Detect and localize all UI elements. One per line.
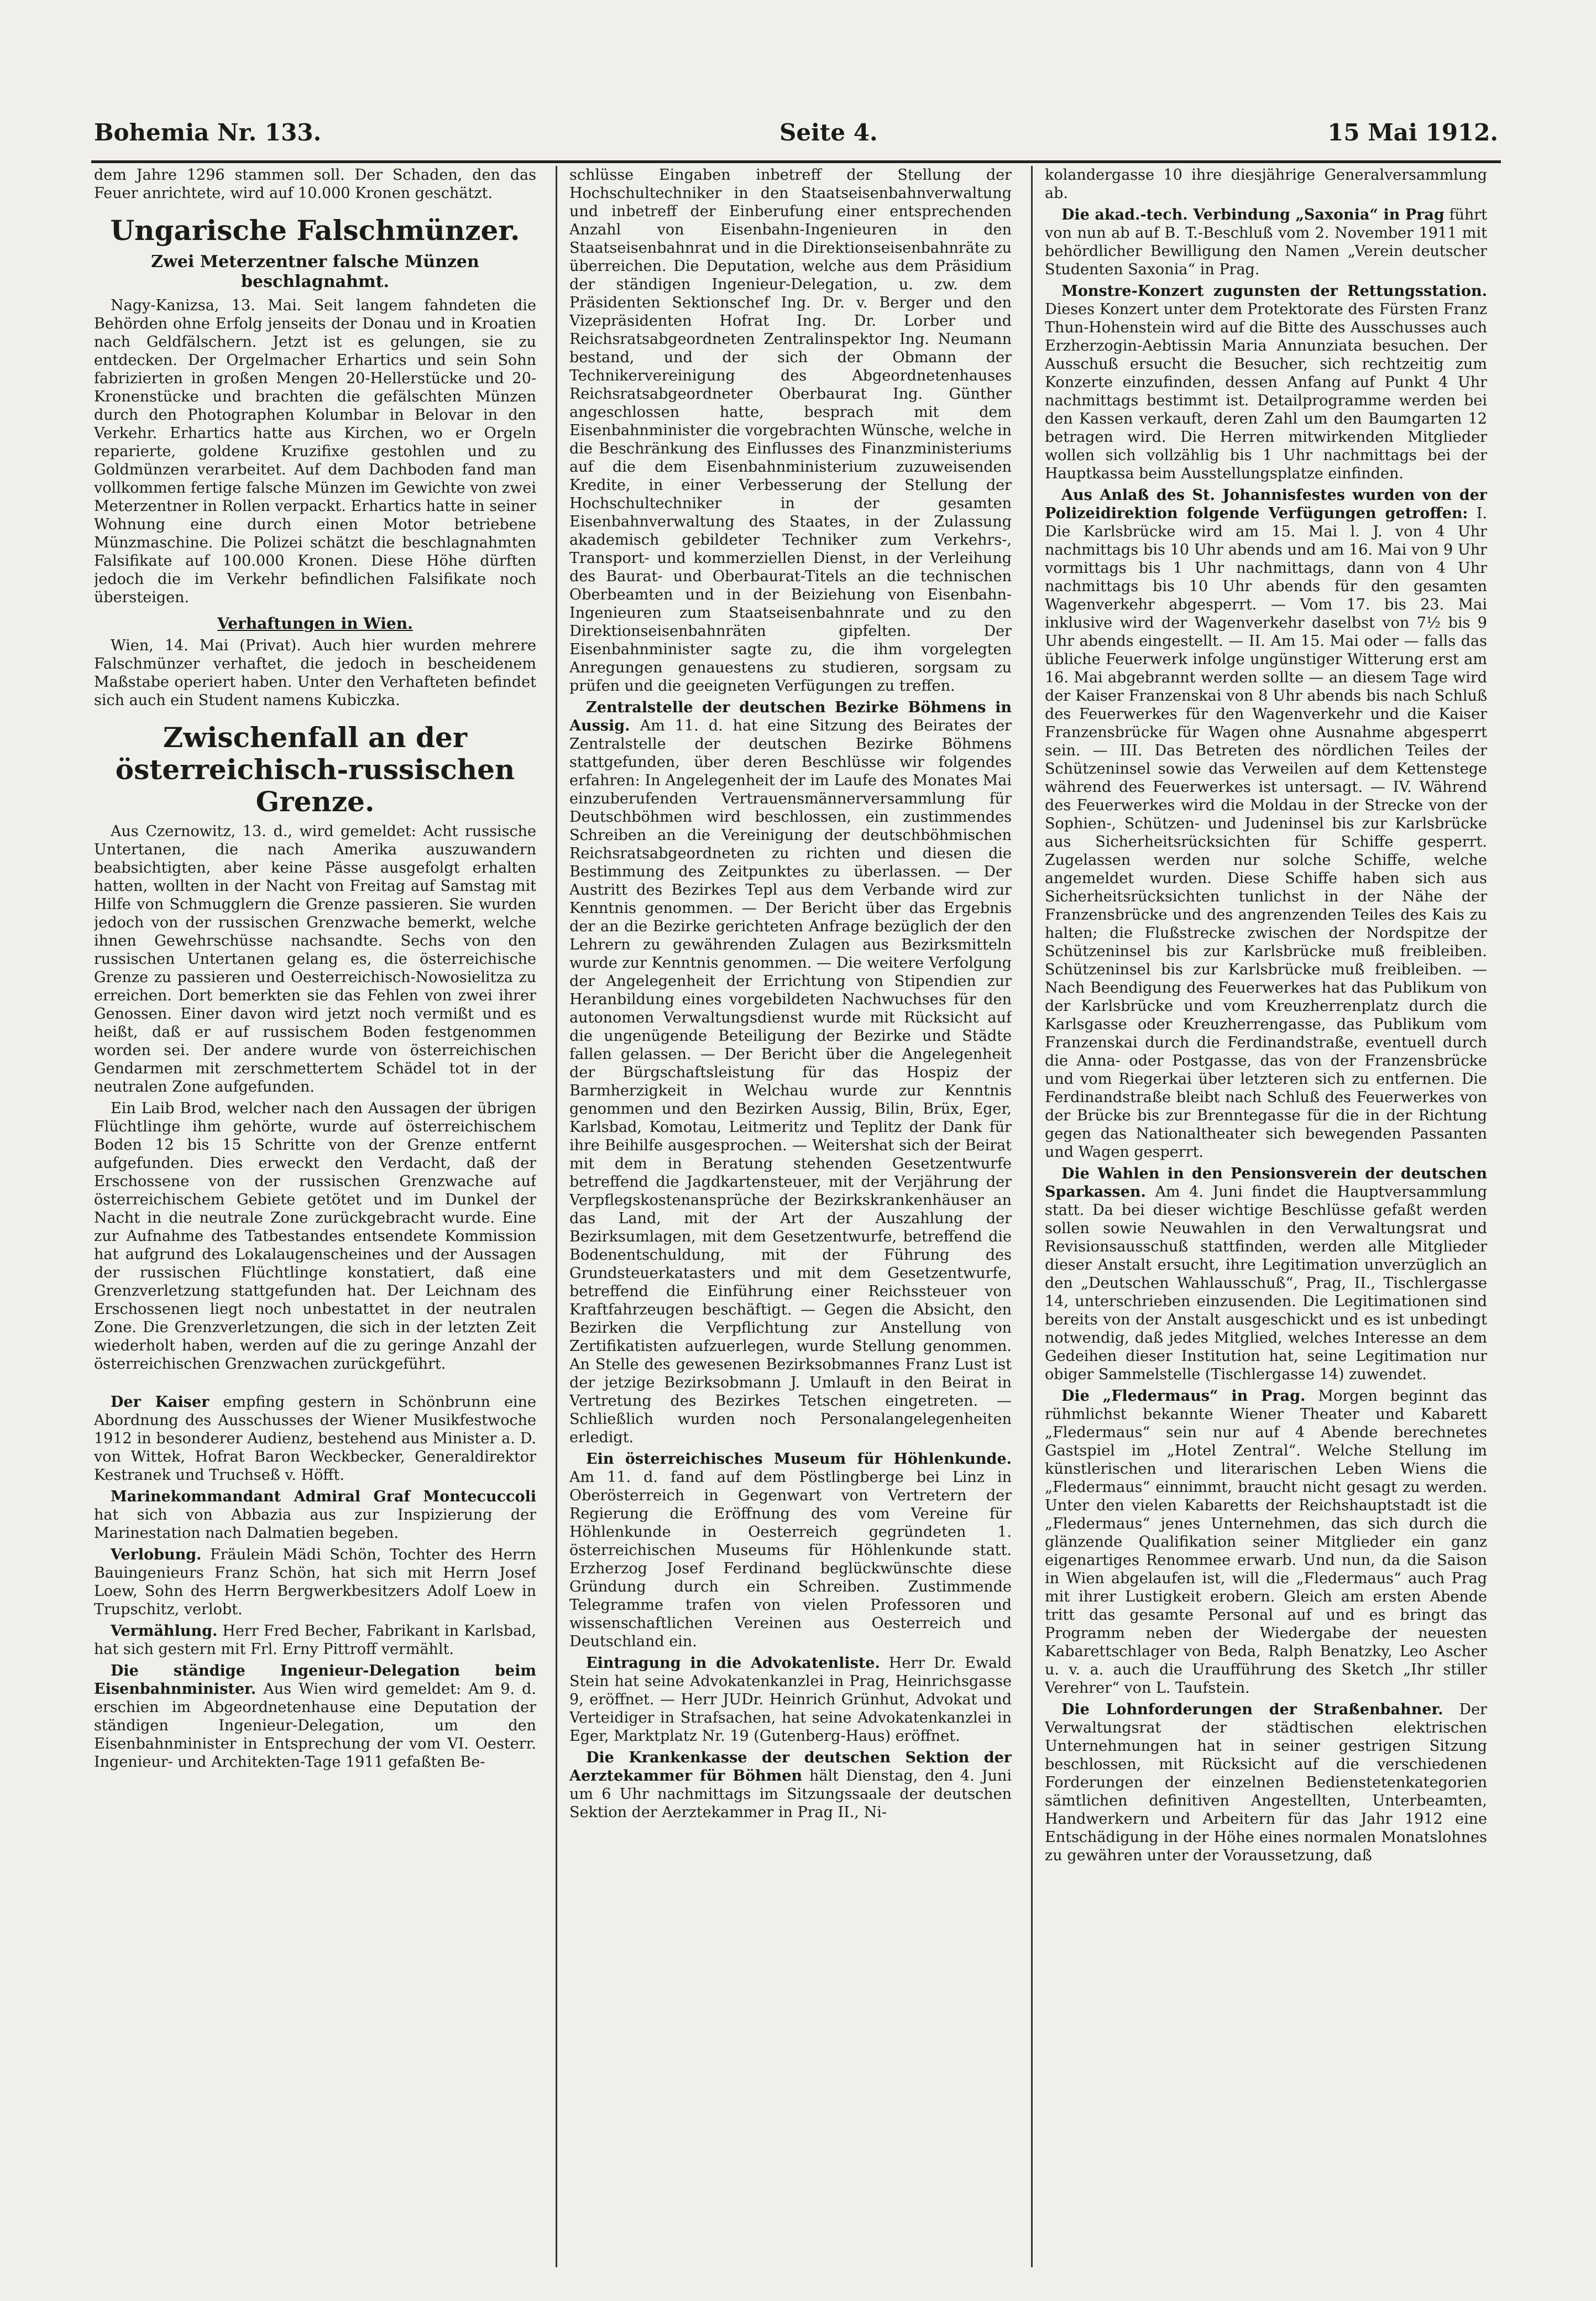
- article-text: Aus Czernowitz, 13. d., wird gemeldet: Acht russische Untertanen, die nach Amerika auszuwandern beabsichtigten, aber keine Pässe ausgefolgt erhalten hatten, wollten in der Nacht von Freitag auf Samstag mit Hilfe von Schmugglern die Grenze passieren. Sie wurden jedoch von der russischen Grenzwache bemerkt, welche ihnen Gewehrschüsse nachsandte. Sechs von den russischen Untertanen gelang es, die österreichische Grenze zu passieren und Oesterreichisch-Nowosielitza zu erreichen. Dort bemerkten sie das Fehlen von zwei ihrer Genossen. Einer davon wird jetzt noch vermißt und es heißt, daß er auf russischem Boden festgenommen worden sei. Der andere wurde von österreichischen Gendarmen mit zerschmettertem Schädel tot in der neutralen Zone aufgefunden.: [94, 823, 536, 1095]
- news-item-text: I. Die Karlsbrücke wird am 15. Mai l. J. von 4 Uhr nachmittags bis 10 Uhr abends und am 16. Mai von 9 Uhr vormittags bis 1 Uhr nachmittags, dann von 4 Uhr nachmittags bis 10 Uhr abends für den gesamten Wagenverkehr abgesperrt. — Vom 17. bis 23. Mai inklusive wird der Wagenverkehr daselbst von 7½ bis 9 Uhr abends eingestellt. — II. Am 15. Mai oder — falls das übliche Feuerwerk infolge ungünstiger Witterung erst am 16. Mai abgebrannt werden sollte — an diesem Tage wird der Kaiser Franzenskai von 8 Uhr abends bis nach Schluß des Feuerwerkes für den Wagenverkehr und die Kaiser Franzensbrücke für Wagen ohne Ausnahme abgesperrt sein. — III. Das Betreten des nördlichen Teiles der Schützeninsel sowie das Verweilen auf dem Kettenstege während des Feuerwerkes ist untersagt. — IV. Während des Feuerwerkes wird die Moldau in der Strecke von der Sophien-, Schützen- und Judeninsel bis zur Karlsbrücke aus Sicherheitsrücksichten für Schiffe gesperrt. Zugelassen werden nur solche Schiffe, welche angemeldet wurden. Diese Schiffe haben sich aus Sicherheitsrücksichten tunlichst in der Nähe der Franzensbrücke und des angrenzenden Teiles des Kais zu halten; die Flußstrecke zwischen der Nordspitze der Schützeninsel bis zur Karlsbrücke muß freibleiben. Schützeninsel bis zur Karlsbrücke muß freibleiben. — Nach Beendigung des Feuerwerkes hat das Publikum von der Karlsbrücke und vom Kreuzherrenplatz durch die Karlsgasse oder Kreuzherrengasse, das Publikum vom Franzenskai durch die Ferdinandstraße, eventuell durch die Anna- oder Postgasse, das von der Franzensbrücke und vom Riegerkai über letzteren sich zu entfernen. Die Ferdinandstraße bleibt nach Schluß des Feuerwerkes von der Brücke bis zur Brenntegasse für die in der Richtung gegen das Nationaltheater sich bewegenden Passanten und Wagen gesperrt.: [1045, 505, 1487, 1161]
- news-item-text: Aus Wien wird gemeldet: Am 9. d. erschien im Abgeordnetenhause eine Deputation der ständigen Ingenieur-Delegation, um den Eisenbahnminister in Entsprechung der vom VI. Oesterr. Ingenieur- und Architekten-Tage 1911 gefaßten Be-: [94, 1681, 536, 1771]
- news-item-text: Am 11. d. fand auf dem Pöstlingberge bei Linz in Oberösterreich in Gegenwart von Vertretern der Regierung die Eröffnung des vom Vereine für Höhlenkunde in Oesterreich gegründeten 1. österreichischen Museums für Höhlenkunde statt. Erzherzog Josef Ferdinand beglückwünschte diese Gründung durch ein Schreiben. Zustimmende Telegramme trafen von vielen Professoren und wissenschaftlichen Vereinen aus Oesterreich und Deutschland ein.: [569, 1469, 1012, 1650]
- article-text: Nagy-Kanizsa, 13. Mai. Seit langem fahndeten die Behörden ohne Erfolg jenseits der Donau und in Kroatien nach Geldfälschern. Jetzt ist es gelungen, sie zu entdecken. Der Orgelmacher Erhartics und sein Sohn fabrizierten in großen Mengen 20-Hellerstücke und 20-Kronenstücke und brachten die gefälschten Münzen durch den Photographen Kolumbar in Belovar in den Verkehr. Erhartics hatte aus Kirchen, wo er Orgeln reparierte, goldene Kruzifixe gestohlen und zu Goldmünzen verarbeitet. Auf dem Dachboden fand man vollkommen fertige falsche Münzen im Gewichte von zwei Meterzentner in Rollen verpackt. Erhartics hatte in seiner Wohnung eine durch einen Motor betriebene Münzmaschine. Die Polizei schätzt die beschlagnahmten Falsifikate auf 100.000 Kronen. Diese Höhe dürften jedoch die im Verkehr befindlichen Falsifikate noch übersteigen.: [94, 297, 536, 606]
- news-item-text: Dieses Konzert unter dem Protektorate des Fürsten Franz Thun-Hohenstein wird auf die Bitte des Ausschusses auch Erzherzogin-Aebtissin Maria Annunziata besuchen. Der Ausschuß ersucht die Besucher, sich rechtzeitig zum Konzerte einzufinden, dessen Anfang auf Punkt 4 Uhr nachmittags bestimmt ist. Detailprogramme werden bei den Kassen verkauft, deren Zahl um den Baumgarten 12 betragen wird. Die Herren mitwirkenden Mitglieder wollen sich vollzählig bis 1 Uhr nachmittags bei der Hauptkassa beim Ausstellungsplatze einfinden.: [1045, 301, 1487, 482]
- news-item: [94, 1622, 536, 1658]
- news-item: [94, 1546, 536, 1619]
- news-item: [94, 1488, 536, 1542]
- column-3: [1045, 166, 1487, 2267]
- article-text: kolandergasse 10 ihre diesjährige Generalversammlung ab.: [1045, 166, 1487, 202]
- news-item: [94, 1393, 536, 1484]
- page-header: [94, 119, 1498, 158]
- article-headline: Zwischenfall an der österreichisch-russischen Grenze.: [115, 721, 515, 818]
- article-text: schlüsse Eingaben inbetreff der Stellung der Hochschultechniker in den Staatseisenbahnverwaltung und inbetreff der Einberufung einer entsprechenden Anzahl von Eisenbahn-Ingenieuren in den Staatseisenbahnrat und in die Direktionseisenbahnräte zu überreichen. Die Deputation, welche aus dem Präsidium der ständigen Ingenieur-Delegation, u. zw. dem Präsidenten Sektionschef Ing. Dr. v. Berger und den Vizepräsidenten Hofrat Ing. Dr. Lorber und Reichsratsabgeordneten Zentralinspektor Ing. Neumann bestand, und der sich der Obmann der Technikervereinigung des Abgeordnetenhauses Reichsratsabgeordneter Oberbaurat Ing. Günther angeschlossen hatte, besprach mit dem Eisenbahnminister die vorgebrachten Wünsche, welche in die Beschränkung des Einflusses des Finanzministeriums auf die dem Eisenbahnministerium zuzuweisenden Kredite, in einer Verbesserung der Stellung der Hochschultechniker in der gesamten Eisenbahnverwaltung des Staates, in der Zulassung akademisch gebildeter Techniker zum Verkehrs-, Transport- und kommerziellen Dienst, in der Verleihung des Baurat- und Oberbaurat-Titels an die technischen Oberbeamten und in der Beiziehung von Eisenbahn-Ingenieuren zum Staatseisenbahnrate und zu den Direktionseisenbahnräten gipfelten. Der Eisenbahnminister sagte zu, die ihm vorgelegten Anregungen genauestens zu studieren, sorgsam zu prüfen und die geeigneten Verfügungen zu treffen.: [569, 166, 1012, 695]
- issue-date: 15 Mai 1912.: [1327, 119, 1498, 146]
- header-rule: [91, 160, 1501, 163]
- news-item: [569, 1450, 1012, 1651]
- news-item: [1045, 282, 1487, 483]
- news-item-text: Der Verwaltungsrat der städtischen elektrischen Unternehmungen hat in seiner gestrigen Sitzung beschlossen, mit Rücksicht auf die verschiedenen Forderungen der einzelnen Bedienstetenkategorien sämtlichen definitiven Angestellten, Unterbeamten, Handwerkern und Arbeitern für das Jahr 1912 eine Entschädigung in der Höhe eines normalen Monatslohnes zu gewähren unter der Voraussetzung, daß: [1045, 1701, 1487, 1864]
- news-item-lead: Verlobung.: [111, 1546, 202, 1563]
- news-item: [1045, 206, 1487, 279]
- masthead-issue: Bohemia Nr. 133.: [94, 119, 322, 146]
- news-item-lead: Vermählung.: [111, 1622, 218, 1640]
- news-item: [569, 1749, 1012, 1822]
- news-item-lead: Ein österreichisches Museum für Höhlenkunde.: [586, 1450, 1012, 1468]
- news-item: [1045, 1165, 1487, 1384]
- column-divider: [556, 166, 557, 2267]
- news-item-text: Herr Dr. Ewald Stein hat seine Advokatenkanzlei in Prag, Heinrichsgasse 9, eröffnet. — Herr JUDr. Heinrich Grünhut, Advokat und Verteidiger in Strafsachen, hat seine Advokatenkanzlei in Eger, Marktplatz Nr. 19 (Gutenberg-Haus) eröffnet.: [569, 1655, 1012, 1745]
- article-text: Wien, 14. Mai (Privat). Auch hier wurden mehrere Falschmünzer verhaftet, die jedoch in bescheidenem Maßstabe operiert haben. Unter den Verhafteten befindet sich auch ein Student namens Kubiczka.: [94, 637, 536, 709]
- news-item: [569, 1654, 1012, 1745]
- news-item-text: Herr Fred Becher, Fabrikant in Karlsbad, hat sich gestern mit Frl. Erny Pittroff vermählt.: [94, 1622, 536, 1658]
- news-item-lead: Aus Anlaß des St. Johannisfestes wurden von der Polizeidirektion folgende Verfügungen getroffen:: [1045, 487, 1487, 522]
- article-text: Ein Laib Brod, welcher nach den Aussagen der übrigen Flüchtlinge ihm gehörte, wurde auf österreichischem Boden 12 bis 15 Schritte von der Grenze entfernt aufgefunden. Dies erweckt den Verdacht, daß der Erschossene von der russischen Grenzwache auf österreichischem Gebiete getötet und im Dunkel der Nacht in die neutrale Zone zurückgebracht wurde. Eine zur Aufnahme des Tatbestandes entsendete Kommission hat aufgrund des Lokalaugenscheines und der Aussagen der russischen Flüchtlinge konstatiert, daß eine Grenzverletzung stattgefunden hat. Der Leichnam des Erschossenen liegt noch unbestattet in der neutralen Zone. Die Grenzverletzungen, die sich in der letzten Zeit wiederholt haben, werden auf die zu geringe Anzahl der österreichischen Grenzwachen zurückgeführt.: [94, 1100, 536, 1373]
- news-item: [94, 1662, 536, 1771]
- news-item-text: führt von nun ab auf B. T.-Beschluß vom 2. November 1911 mit behördlicher Bewilligung den Namen „Verein deutscher Studenten Saxonia“ in Prag.: [1045, 206, 1487, 278]
- news-item-text: Am 4. Juni findet die Hauptversammlung statt. Da bei dieser wichtige Beschlüsse gefaßt werden sollen sowie Neuwahlen in den Verwaltungsrat und Revisionsausschuß stattfinden, werden alle Mitglieder dieser Anstalt ersucht, ihre Legitimation unverzüglich an den „Deutschen Wahlausschuß“, Prag, II., Tischlergasse 14, unterschrieben einzusenden. Die Legitimationen sind bereits von der Anstalt ausgeschickt und es ist unbedingt notwendig, daß jedes Mitglied, welches Interesse an dem Gedeihen dieser Institution hat, seine Legitimation nur obiger Sammelstelle (Tischlergasse 14) zuwendet.: [1045, 1183, 1487, 1383]
- news-item-lead: Die Wahlen in den Pensionsverein der deutschen Sparkassen.: [1045, 1165, 1487, 1201]
- article-subheadline: Zwei Meterzentner falsche Münzen beschlagnahmt.: [151, 252, 479, 291]
- column-1: [94, 166, 536, 2267]
- news-item: [1045, 486, 1487, 1161]
- news-item-lead: Die „Fledermaus“ in Prag.: [1061, 1387, 1306, 1405]
- article-headline: Ungarische Falschmünzer.: [110, 214, 520, 247]
- column-2: [569, 166, 1012, 2267]
- news-item-lead: Die Lohnforderungen der Straßenbahner.: [1061, 1701, 1443, 1718]
- news-item-text: hält Dienstag, den 4. Juni um 6 Uhr nachmittags im Sitzungssaale der deutschen Sektion der Aerztekammer in Prag II., Ni-: [569, 1767, 1012, 1821]
- news-item-lead: Zentralstelle der deutschen Bezirke Böhmens in Aussig.: [569, 699, 1012, 734]
- news-item: [1045, 1700, 1487, 1865]
- news-item-lead: Die Krankenkasse der deutschen Sektion der Aerztekammer für Böhmen: [569, 1749, 1012, 1785]
- page-number: Seite 4.: [779, 119, 878, 146]
- news-item-text: Morgen beginnt das rühmlichst bekannte Wiener Theater und Kabarett „Fledermaus“ sein nur auf 4 Abende berechnetes Gastspiel im „Hotel Zentral“. Welche Stellung im künstlerischen und literarischen Leben Wiens die „Fledermaus“ einnimmt, braucht nicht gesagt zu werden. Unter den vielen Kabaretts der Reichshauptstadt ist die „Fledermaus“ jenes Unternehmen, das sich durch die glänzende Qualifikation seiner Mitglieder ein ganz eigenartiges Renommee erwarb. Und nun, da die Saison in Wien abgelaufen ist, will die „Fledermaus“ auch Prag mit ihrer Lustigkeit erobern. Gleich am ersten Abende tritt das gesamte Personal auf und es bringt das Programm neben der Wiedergabe der neuesten Kabarettschlager von Beda, Ralph Benatzky, Leo Ascher u. v. a. auch die Uraufführung des Sketch „Ihr stiller Verehrer“ von L. Taufstein.: [1045, 1387, 1487, 1697]
- news-item-lead: Die akad.-tech. Verbindung „Saxonia“ in Prag: [1061, 206, 1445, 223]
- news-item-lead: Monstre-Konzert zugunsten der Rettungsstation.: [1061, 283, 1487, 300]
- news-item: [1045, 1387, 1487, 1697]
- news-item-lead: Der Kaiser: [111, 1394, 210, 1411]
- news-item-text: Am 11. d. hat eine Sitzung des Beirates der Zentralstelle der deutschen Bezirke Böhmens stattgefunden, über deren Beschlüsse wir folgendes erfahren: In Angelegenheit der im Laufe des Monates Mai einzuberufenden Vertrauensmännerversammlung für Deutschböhmen wird beschlossen, ein zustimmendes Schreiben an die Vereinigung der deutschböhmischen Reichsratsabgeordneten zu richten und diesen die Bestimmung des Zeitpunktes zu überlassen. — Der Austritt des Bezirkes Tepl aus dem Verbande wird zur Kenntnis genommen. — Der Bericht über das Ergebnis der an die Bezirke gerichteten Anfrage bezüglich der den Lehrern zu gewährenden Zulagen aus Bezirksmitteln wurde zur Kenntnis genommen. — Die weitere Verfolgung der Angelegenheit der Errichtung von Stipendien zur Heranbildung eines vorgebildeten Nachwuchses für den autonomen Verwaltungsdienst wurde mit Rücksicht auf die ungenügende Beteiligung der Bezirke und Städte fallen gelassen. — Der Bericht über die Angelegenheit der Bürgschaftsleistung für das Hospiz der Barmherzigkeit in Welchau wurde zur Kenntnis genommen und den Bezirken Aussig, Bilin, Brüx, Eger, Karlsbad, Komotau, Leitmeritz und Teplitz der Dank für ihre Beihilfe ausgesprochen. — Weitershat sich der Beirat mit dem in Beratung stehenden Gesetzentwurfe betreffend die Jagdkartensteuer, mit der Verjährung der Verpflegskostenansprüche der Bezirkskrankenhäuser an das Land, mit der Art der Auszahlung der Bezirksumlagen, mit dem Gesetzentwurfe, betreffend die Bodenentschuldung, mit der Führung des Grundsteuerkatasters und mit dem Gesetzentwurfe, betreffend die Einführung einer Reichssteuer von Kraftfahrzeugen beschäftigt. — Gegen die Absicht, den Bezirken die Verpflichtung zur Anstellung von Zertifikatisten aufzuerlegen, wurde Stellung genommen. An Stelle des gewesenen Bezirksobmannes Franz Lust ist der jetzige Bezirksobmann J. Umlauft in den Beirat in Vertretung des Bezirkes Tetschen eingetreten. — Schließlich wurden noch Personalangelegenheiten erledigt.: [569, 717, 1012, 1446]
- news-item-lead: Eintragung in die Advokatenliste.: [586, 1655, 880, 1672]
- news-item-text: Fräulein Mädi Schön, Tochter des Herrn Bauingenieurs Franz Schön, hat sich mit Herrn Josef Loew, Sohn des Herrn Bergwerkbesitzers Adolf Loew in Trupschitz, verlobt.: [94, 1546, 536, 1618]
- news-item: [569, 698, 1012, 1447]
- news-item-lead: Die ständige Ingenieur-Delegation beim Eisenbahnminister.: [94, 1662, 536, 1698]
- news-item-lead: Marinekommandant Admiral Graf Montecuccoli: [111, 1488, 536, 1505]
- news-item-text: hat sich von Abbazia aus zur Inspizierung der Marinestation nach Dalmatien begeben.: [94, 1506, 536, 1542]
- column-divider: [1031, 166, 1033, 2267]
- article-text: dem Jahre 1296 stammen soll. Der Schaden, den das Feuer anrichtete, wird auf 10.000 Kronen geschätzt.: [94, 166, 536, 202]
- news-item-text: empfing gestern in Schönbrunn eine Abordnung des Ausschusses der Wiener Musikfestwoche 1912 in besonderer Audienz, bestehend aus Minister a. D. von Wittek, Hofrat Baron Weckbecker, Generaldirektor Kestranek und Truchseß v. Höfft.: [94, 1394, 536, 1484]
- article-subheadline: Verhaftungen in Wien.: [217, 614, 413, 633]
